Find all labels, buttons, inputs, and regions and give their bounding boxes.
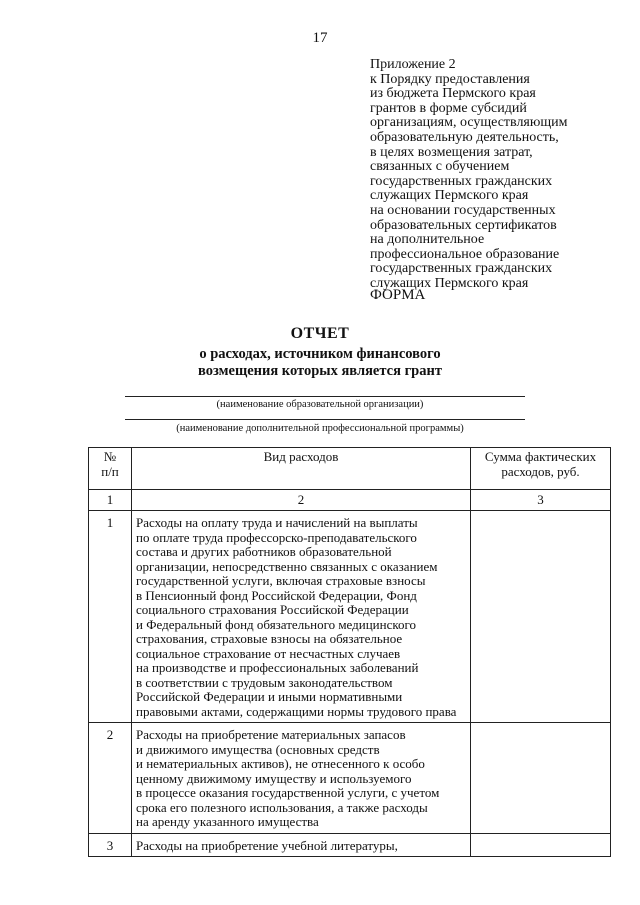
expense-description-line: социального страхования Российской Федерации (136, 602, 409, 617)
table-row (89, 511, 611, 723)
expense-description-line: в Пенсионный фонд Российской Федерации, Фонд (136, 587, 417, 603)
org-name-fill-line (125, 396, 525, 397)
expense-description-line: в процессе оказания государственной услуги, с учетом (136, 785, 440, 800)
row-number: 3 (89, 833, 132, 857)
expense-description-line: ценному движимому имуществу и используемого (136, 770, 412, 786)
column-index-row (89, 490, 611, 511)
row-actual-sum-cell (471, 511, 611, 723)
report-subtitle-line-2: возмещения которых является грант (198, 363, 442, 379)
appendix-line: на основании государственных (370, 202, 556, 218)
appendix-line: Приложение 2 (370, 57, 456, 72)
row-expense-description (132, 833, 471, 857)
appendix-line: служащих Пермского края (370, 275, 529, 291)
appendix-line: грантов в форме субсидий (370, 100, 527, 116)
row-number: 1 (89, 511, 132, 723)
table-row (89, 723, 611, 834)
header-actual-sum (471, 448, 611, 490)
row-actual-sum-cell (471, 723, 611, 834)
expense-description-line: социальное страхование от несчастных случаев (136, 645, 401, 661)
appendix-line: государственных гражданских (370, 173, 553, 189)
expense-description-line: государственной услуги, включая страховые взносы (136, 573, 426, 588)
row-expense-description (132, 723, 471, 834)
expense-description-line: состава и других работников образовательной (136, 544, 392, 559)
expense-description-line: и Федеральный фонд обязательного медицинского (136, 616, 417, 632)
header-sum-line-2: расходов, руб. (501, 463, 580, 479)
column-index-2: 2 (132, 490, 471, 511)
column-index-3: 3 (471, 490, 611, 511)
expense-description-line: срока его полезного использования, а также расходы (136, 799, 428, 815)
expense-description-line: организации, непосредственно связанных с оказанием (136, 558, 438, 574)
appendix-line: образовательную деятельность, (370, 129, 559, 145)
expense-description-line: правовыми актами, содержащими нормы трудового права (136, 703, 457, 719)
appendix-line: к Порядку предоставления (370, 71, 530, 87)
report-title: ОТЧЕТ (290, 325, 350, 342)
page-number: 17 (312, 30, 328, 46)
appendix-line: из бюджета Пермского края (370, 86, 536, 102)
appendix-line: на дополнительное (370, 232, 485, 248)
header-number (89, 448, 132, 490)
expense-description-line: и движимого имущества (основных средств (136, 741, 380, 757)
header-number-line-1: № (103, 449, 117, 464)
appendix-line: организациям, осуществляющим (370, 115, 568, 131)
expense-description-line: Расходы на приобретение материальных запасов (136, 727, 406, 742)
header-sum-line-1: Сумма фактических (484, 449, 597, 464)
header-number-line-2: п/п (101, 463, 119, 479)
row-actual-sum-cell (471, 833, 611, 857)
expense-description-line: Российской Федерации и иными нормативными (136, 689, 403, 704)
expense-description-line: и нематериальных активов), не отнесенного к особо (136, 756, 425, 771)
expense-description-line: на аренду указанного имущества (136, 814, 319, 829)
appendix-line: профессиональное образование (370, 246, 560, 262)
row-expense-description (132, 511, 471, 723)
header-expense-type: Вид расходов (132, 448, 471, 490)
appendix-block (370, 58, 630, 292)
table-header-row (89, 448, 611, 490)
expenses-table (88, 447, 611, 857)
program-name-caption: (наименование дополнительной профессиональной программы) (176, 423, 464, 434)
expense-description-line: Расходы на оплату труда и начислений на выплаты (136, 515, 418, 530)
report-subtitle-line-1: о расходах, источником финансового (199, 346, 441, 362)
org-name-caption: (наименование образовательной организации) (216, 399, 424, 410)
form-label: ФОРМА (370, 287, 426, 303)
appendix-line: связанных с обучением (370, 159, 510, 175)
appendix-line: образовательных сертификатов (370, 217, 557, 233)
expense-description-line: по оплате труда профессорско-преподавательского (136, 529, 417, 545)
report-subtitle (0, 346, 640, 380)
expense-description-line: Расходы на приобретение учебной литературы, (136, 837, 398, 853)
expense-description-line: в соответствии с трудовым законодательством (136, 674, 393, 690)
appendix-line: служащих Пермского края (370, 188, 529, 204)
column-index-1: 1 (89, 490, 132, 511)
program-name-fill-line (125, 419, 525, 420)
row-number: 2 (89, 723, 132, 834)
appendix-line: государственных гражданских (370, 261, 553, 277)
appendix-line: в целях возмещения затрат, (370, 144, 533, 160)
expense-description-line: на производстве и профессиональных заболеваний (136, 660, 419, 675)
expense-description-line: страхования, страховые взносы на обязательное (136, 631, 403, 646)
table-row (89, 833, 611, 857)
